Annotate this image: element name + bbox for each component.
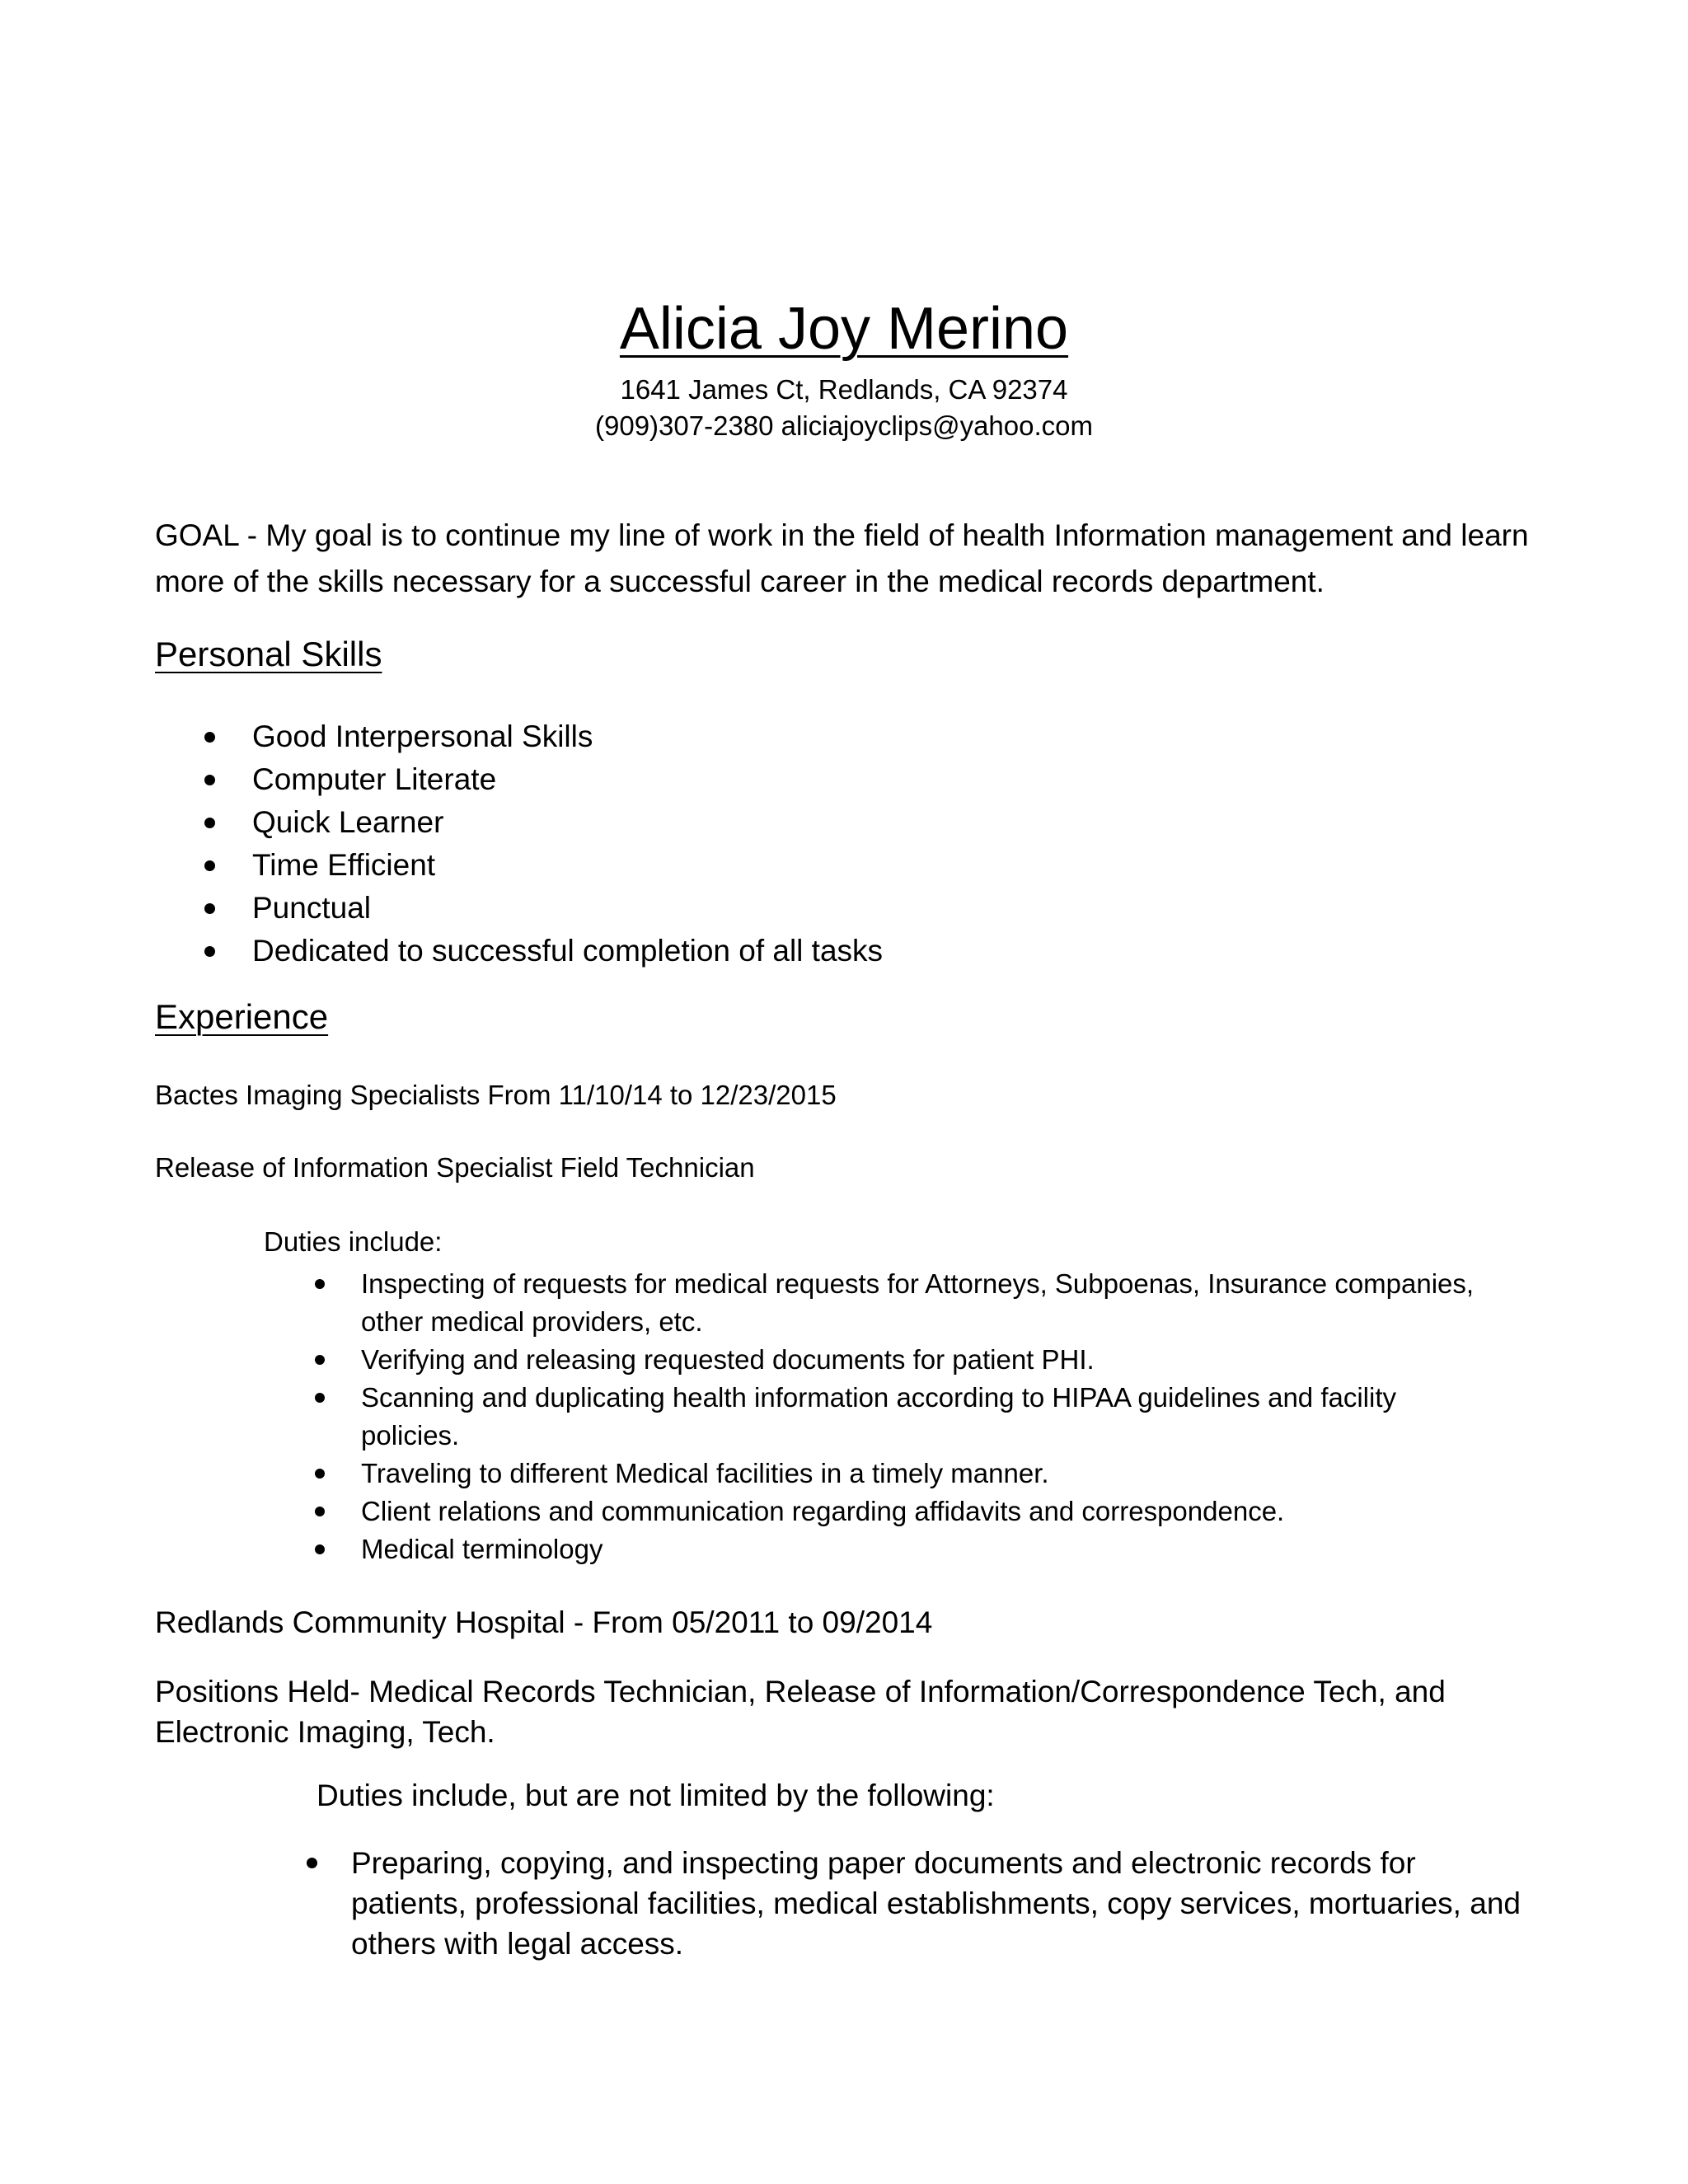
list-item [204, 844, 883, 887]
skill-label: Dedicated to successful completion of all tasks [252, 934, 884, 968]
list-item [204, 715, 883, 758]
list-item [315, 1530, 1502, 1568]
duty-text: Scanning and duplicating health information according to HIPAA guidelines and facility policies. [361, 1382, 1397, 1451]
list-item [315, 1493, 1502, 1530]
resume-name: Alicia Joy Merino [619, 296, 1069, 362]
bullet-icon [315, 1469, 325, 1479]
duty-text: Traveling to different Medical facilities in a timely manner. [361, 1458, 1049, 1488]
duty-text: Medical terminology [361, 1534, 603, 1564]
list-item [315, 1341, 1502, 1379]
bullet-icon [315, 1507, 325, 1516]
list-item [204, 887, 883, 930]
skills-list [204, 715, 883, 972]
bullet-icon [204, 860, 215, 871]
list-item [315, 1379, 1502, 1455]
experience-heading: Experience [155, 997, 329, 1036]
job2-duties-list [307, 1843, 1526, 1964]
duty-text: Client relations and communication regarding affidavits and correspondence. [361, 1496, 1285, 1526]
skill-label: Computer Literate [252, 762, 497, 796]
job2-duties-label: Duties include, but are not limited by the following: [316, 1779, 995, 1812]
bullet-icon [315, 1544, 325, 1554]
duty-text: Inspecting of requests for medical requests for Attorneys, Subpoenas, Insurance companies, other medical providers, etc. [361, 1268, 1475, 1337]
job1-employer: Bactes Imaging Specialists From 11/10/14 to 12/23/2015 [155, 1080, 837, 1110]
list-item [307, 1843, 1526, 1964]
job2-employer: Redlands Community Hospital - From 05/2011 to 09/2014 [155, 1605, 933, 1639]
bullet-icon [315, 1355, 325, 1365]
job2-positions: Positions Held- Medical Records Technician, Release of Information/Correspondence Tech, and Electronic Imaging, Tech. [155, 1675, 1446, 1749]
job1-duties-list [315, 1265, 1502, 1568]
duty-text: Verifying and releasing requested documents for patient PHI. [361, 1344, 1095, 1375]
bullet-icon [204, 732, 215, 743]
address: 1641 James Ct, Redlands, CA 92374 [620, 374, 1068, 405]
skill-label: Time Efficient [252, 848, 436, 882]
duty-text: Preparing, copying, and inspecting paper documents and electronic records for patients, professional facilities, medical establishments, copy services, mortuaries, and others with legal access. [351, 1846, 1521, 1961]
bullet-icon [204, 818, 215, 828]
list-item [204, 801, 883, 844]
skill-label: Good Interpersonal Skills [252, 719, 593, 753]
phone-email: (909)307-2380 aliciajoyclips@yahoo.com [595, 410, 1093, 441]
bullet-icon [315, 1393, 325, 1403]
bullet-icon [315, 1279, 325, 1289]
bullet-icon [204, 775, 215, 785]
bullet-icon [307, 1858, 317, 1868]
list-item [315, 1265, 1502, 1341]
job1-duties-label: Duties include: [264, 1226, 443, 1257]
bullet-icon [204, 903, 215, 914]
list-item [204, 930, 883, 972]
bullet-icon [204, 946, 215, 957]
goal-statement: GOAL - My goal is to continue my line of work in the field of health Information management and learn more of the skills necessary for a successful career in the medical records department. [155, 518, 1529, 598]
skill-label: Quick Learner [252, 805, 444, 839]
job1-title: Release of Information Specialist Field Technician [155, 1152, 755, 1183]
list-item [315, 1455, 1502, 1493]
personal-skills-heading: Personal Skills [155, 635, 382, 673]
list-item [204, 758, 883, 801]
skill-label: Punctual [252, 891, 371, 925]
